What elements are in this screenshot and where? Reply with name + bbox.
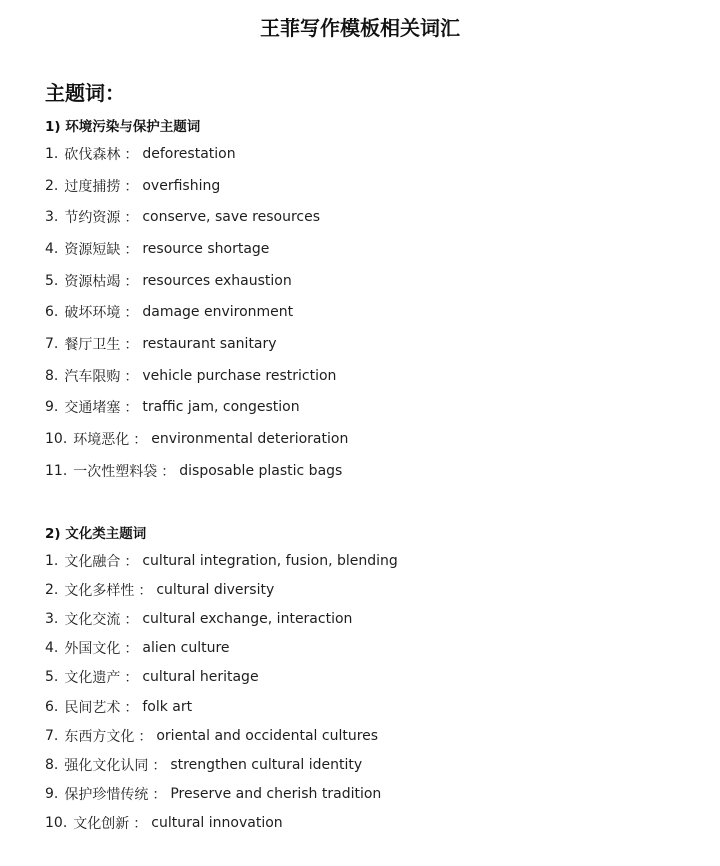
- item-number: 4.: [45, 640, 59, 657]
- term-english: Preserve and cherish tradition: [170, 786, 382, 803]
- item-number: 2.: [45, 581, 59, 598]
- term-english: cultural integration, fusion, blending: [142, 552, 398, 569]
- list-item: [45, 138, 348, 170]
- list-item: [45, 721, 398, 750]
- term-chinese: 交通堵塞: [64, 400, 121, 417]
- item-number: 10.: [45, 431, 68, 448]
- list-item: [45, 296, 348, 328]
- item-number: 11.: [45, 462, 68, 479]
- list-item: [45, 265, 348, 297]
- term-separator: ：: [124, 210, 139, 227]
- item-number: 8.: [45, 367, 59, 384]
- list-item: [45, 392, 348, 424]
- term-chinese: 环境恶化: [73, 432, 130, 449]
- list-item: [45, 360, 348, 392]
- term-separator: ：: [138, 728, 153, 745]
- term-chinese: 保护珍惜传统: [64, 787, 149, 804]
- term-english: resource shortage: [142, 240, 270, 257]
- list-item: [45, 692, 398, 721]
- term-separator: ：: [138, 582, 153, 599]
- term-chinese: 文化交流: [64, 611, 121, 628]
- term-chinese: 文化多样性: [64, 582, 135, 599]
- list-item: [45, 780, 398, 809]
- term-separator: ：: [124, 368, 139, 385]
- term-english: deforestation: [142, 145, 236, 162]
- term-separator: ：: [124, 178, 139, 195]
- item-number: 7.: [45, 335, 59, 352]
- term-english: damage environment: [142, 304, 294, 321]
- item-number: 6.: [45, 698, 59, 715]
- item-number: 3.: [45, 610, 59, 627]
- term-separator: ：: [124, 146, 139, 163]
- item-number: 4.: [45, 240, 59, 257]
- list-item: [45, 170, 348, 202]
- term-english: cultural diversity: [156, 581, 275, 598]
- term-separator: ：: [152, 757, 167, 774]
- term-chinese: 强化文化认同: [64, 757, 149, 774]
- term-separator: ：: [124, 670, 139, 687]
- term-english: traffic jam, congestion: [142, 399, 300, 416]
- list-item: [45, 201, 348, 233]
- term-chinese: 资源短缺: [64, 241, 121, 258]
- term-chinese: 节约资源: [64, 210, 121, 227]
- term-english: cultural heritage: [142, 669, 259, 686]
- term-separator: ：: [124, 241, 139, 258]
- term-english: resources exhaustion: [142, 272, 292, 289]
- item-number: 6.: [45, 304, 59, 321]
- section-heading: 主题词：: [45, 81, 125, 105]
- term-separator: ：: [124, 641, 139, 658]
- term-chinese: 文化遗产: [64, 670, 121, 687]
- term-english: conserve, save resources: [142, 209, 321, 226]
- item-number: 3.: [45, 209, 59, 226]
- item-number: 5.: [45, 272, 59, 289]
- term-separator: ：: [133, 816, 148, 833]
- term-chinese: 汽车限购: [64, 368, 121, 385]
- term-separator: ：: [124, 336, 139, 353]
- item-number: 9.: [45, 786, 59, 803]
- term-chinese: 砍伐森林: [64, 146, 121, 163]
- term-chinese: 民间艺术: [64, 699, 121, 716]
- list-item: [45, 809, 398, 838]
- term-english: environmental deterioration: [151, 431, 349, 448]
- term-separator: ：: [152, 787, 167, 804]
- term-chinese: 外国文化: [64, 641, 121, 658]
- item-number: 1.: [45, 552, 59, 569]
- term-english: overfishing: [142, 177, 221, 194]
- term-separator: ：: [124, 273, 139, 290]
- list-item: [45, 634, 398, 663]
- page-title: 王菲写作模板相关词汇: [260, 16, 460, 40]
- item-number: 9.: [45, 399, 59, 416]
- list-item: [45, 575, 398, 604]
- list-item: [45, 546, 398, 575]
- term-english: cultural innovation: [151, 815, 283, 832]
- term-english: vehicle purchase restriction: [142, 367, 337, 384]
- list-item: [45, 455, 348, 487]
- term-chinese: 文化融合: [64, 553, 121, 570]
- term-english: disposable plastic bags: [179, 462, 343, 479]
- section-label-environment: 1) 环境污染与保护主题词: [45, 119, 201, 135]
- term-separator: ：: [124, 699, 139, 716]
- section-label-culture: 2) 文化类主题词: [45, 526, 147, 542]
- list-item: [45, 663, 398, 692]
- item-number: 1.: [45, 145, 59, 162]
- environment-term-list: [45, 138, 348, 487]
- term-chinese: 餐厅卫生: [64, 336, 121, 353]
- list-item: [45, 750, 398, 779]
- term-english: restaurant sanitary: [142, 335, 277, 352]
- term-separator: ：: [124, 400, 139, 417]
- term-chinese: 文化创新: [73, 816, 130, 833]
- term-english: folk art: [142, 698, 193, 715]
- culture-term-list: [45, 546, 398, 838]
- item-number: 5.: [45, 669, 59, 686]
- term-chinese: 资源枯竭: [64, 273, 121, 290]
- item-number: 2.: [45, 177, 59, 194]
- item-number: 7.: [45, 727, 59, 744]
- term-english: strengthen cultural identity: [170, 756, 363, 773]
- list-item: [45, 328, 348, 360]
- term-separator: ：: [161, 463, 176, 480]
- list-item: [45, 423, 348, 455]
- term-chinese: 过度捕捞: [64, 178, 121, 195]
- term-separator: ：: [124, 611, 139, 628]
- term-english: alien culture: [142, 640, 230, 657]
- term-chinese: 破坏环境: [64, 305, 121, 322]
- list-item: [45, 233, 348, 265]
- term-english: cultural exchange, interaction: [142, 610, 353, 627]
- item-number: 8.: [45, 756, 59, 773]
- term-separator: ：: [133, 432, 148, 449]
- term-separator: ：: [124, 305, 139, 322]
- item-number: 10.: [45, 815, 68, 832]
- term-chinese: 东西方文化: [64, 728, 135, 745]
- term-english: oriental and occidental cultures: [156, 727, 379, 744]
- list-item: [45, 604, 398, 633]
- term-separator: ：: [124, 553, 139, 570]
- term-chinese: 一次性塑料袋: [73, 463, 158, 480]
